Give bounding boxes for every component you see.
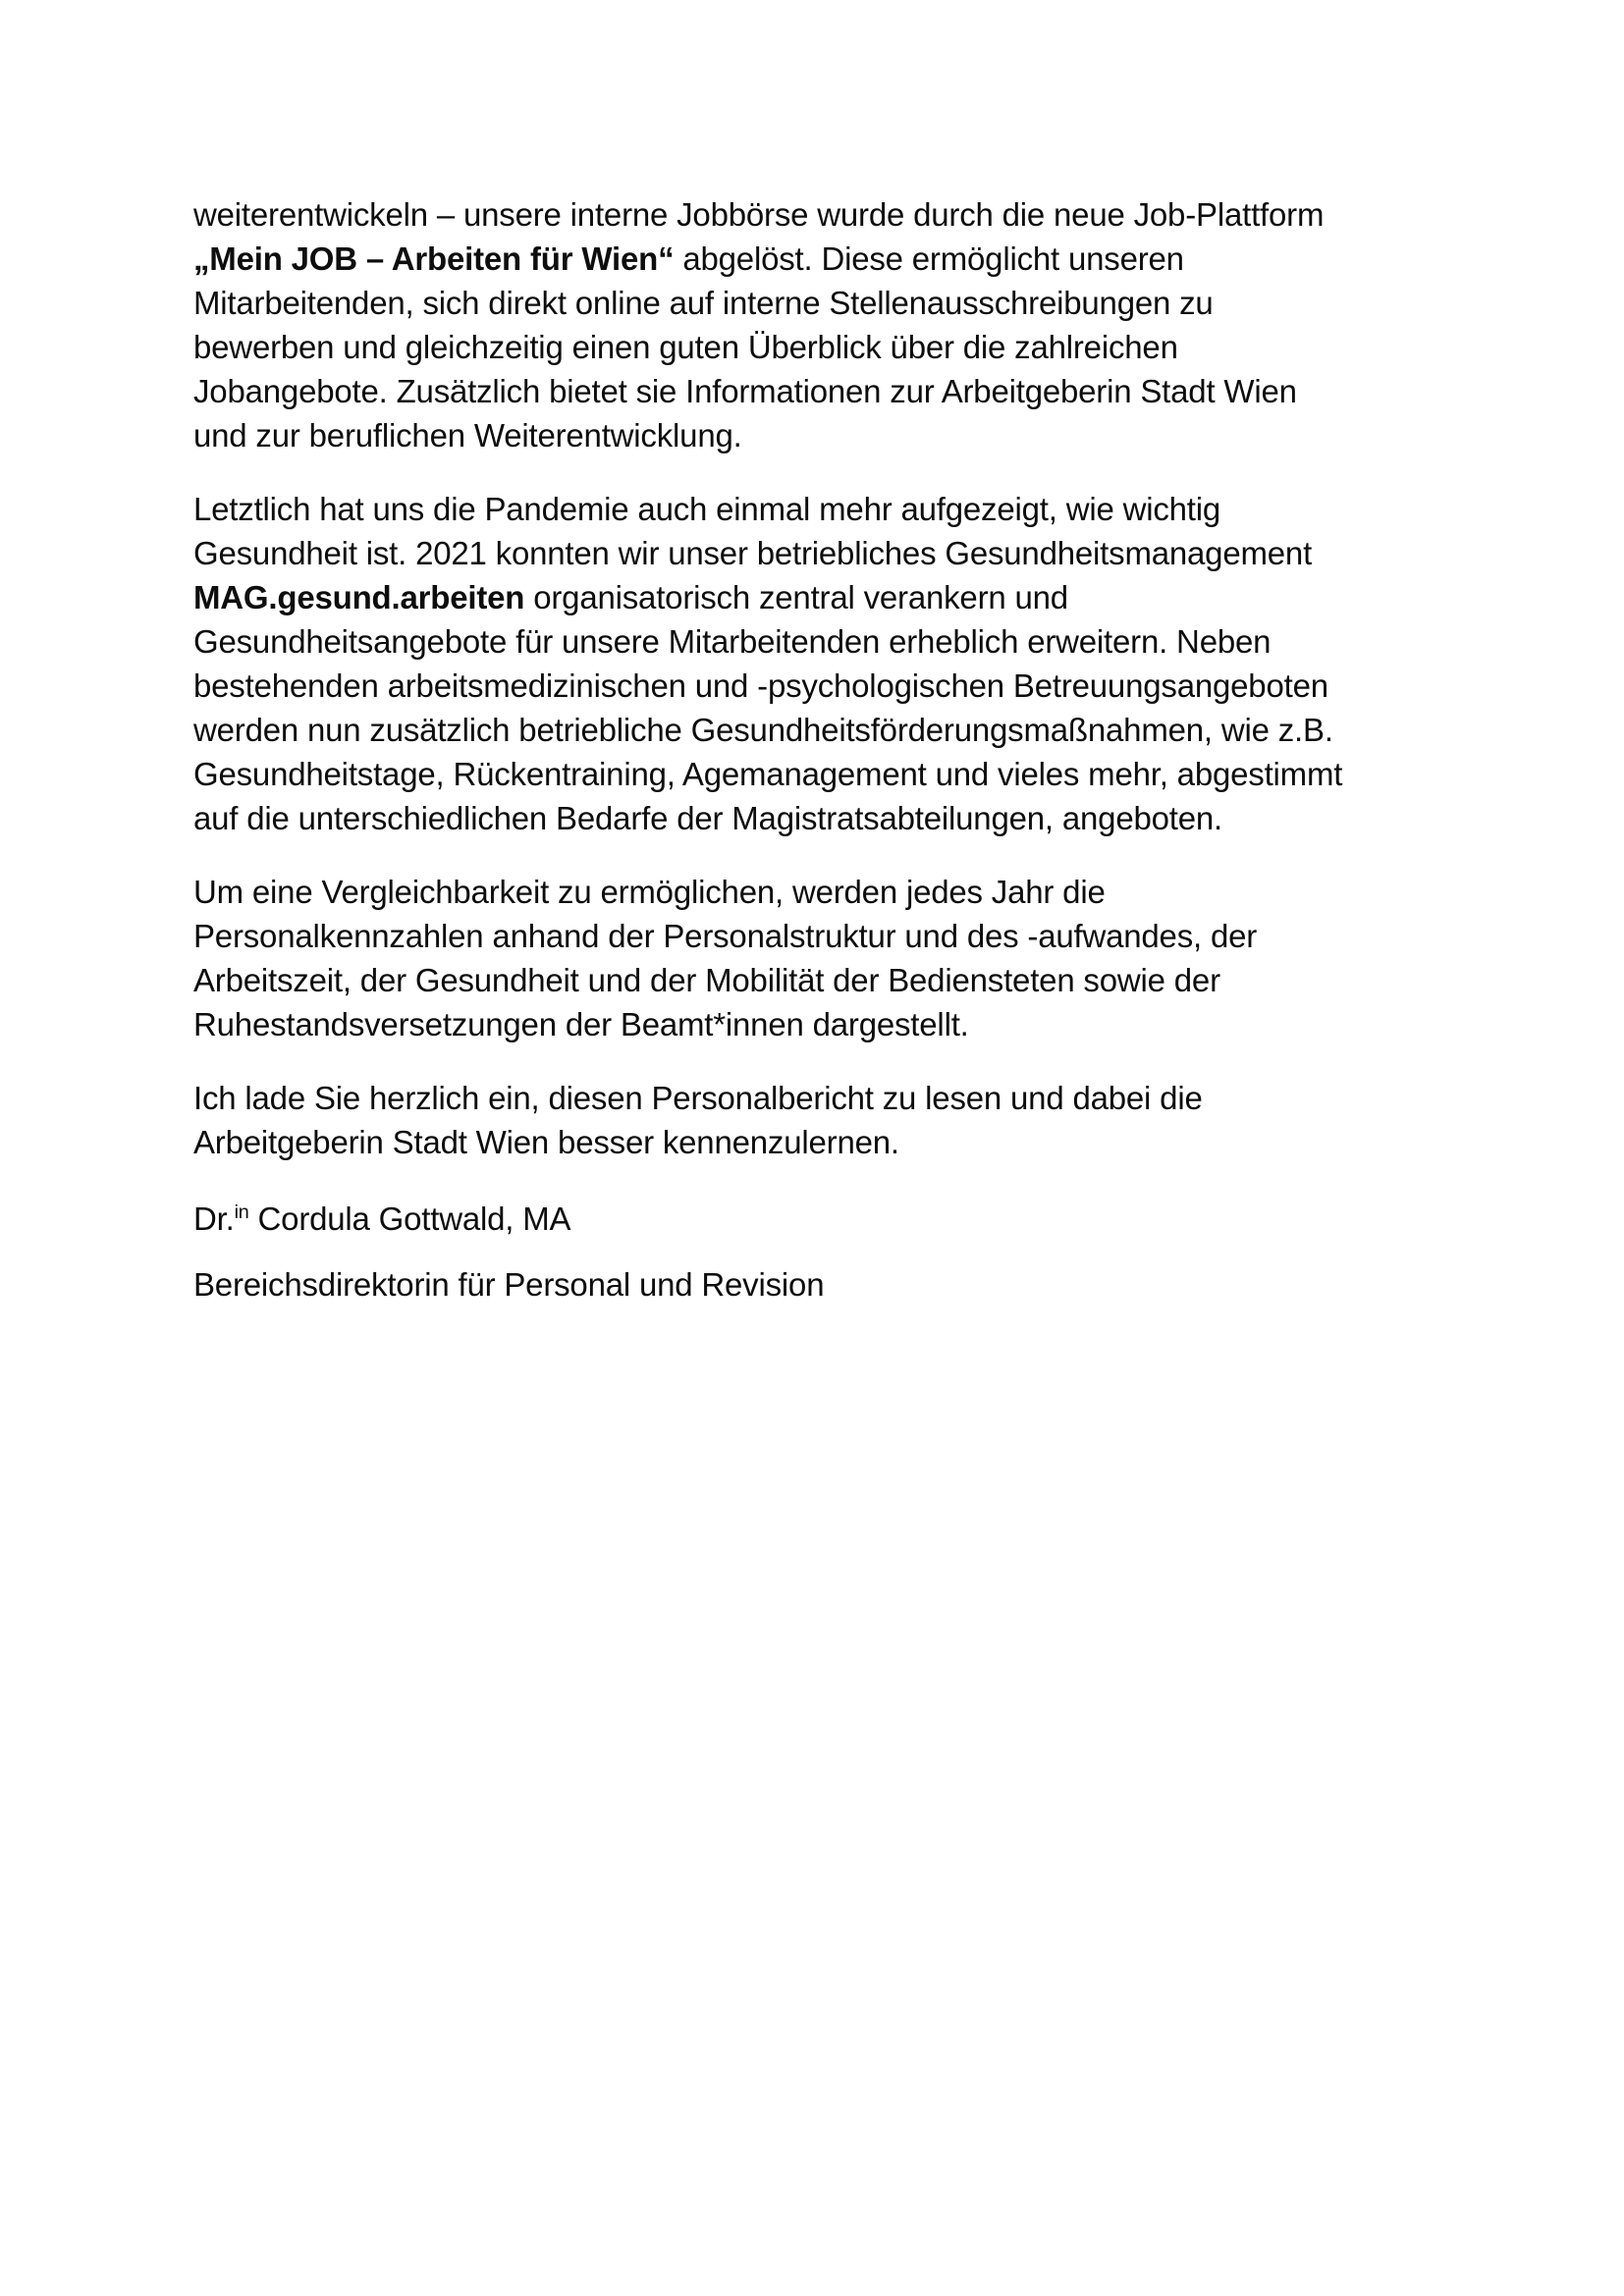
text-segment: Ich lade Sie herzlich ein, diesen Personalbericht zu lesen und dabei die (193, 1080, 1203, 1116)
paragraph (193, 487, 1440, 840)
letter-body (193, 192, 1440, 1164)
text-segment: Personalkennzahlen anhand der Personalstruktur und des -aufwandes, der (193, 918, 1258, 954)
text-segment: Um eine Vergleichbarkeit zu ermöglichen, werden jedes Jahr die (193, 874, 1106, 910)
text-segment: organisatorisch zentral verankern und (524, 579, 1068, 615)
paragraph (193, 870, 1440, 1046)
signature-name-rest: Cordula Gottwald, MA (248, 1201, 571, 1237)
signature-name-prefix: Dr. (193, 1201, 235, 1237)
signature-name-superscript: in (234, 1201, 249, 1223)
signature-name (193, 1197, 1440, 1241)
text-segment: auf die unterschiedlichen Bedarfe der Magistratsabteilungen, angeboten. (193, 800, 1223, 836)
text-segment: abgelöst. Diese ermöglicht unseren (674, 240, 1184, 277)
text-segment: Ruhestandsversetzungen der Beamt*innen dargestellt. (193, 1006, 969, 1042)
text-segment: und zur beruflichen Weiterentwicklung. (193, 417, 742, 454)
text-segment: Jobangebote. Zusätzlich bietet sie Informationen zur Arbeitgeberin Stadt Wien (193, 373, 1297, 409)
text-segment: Letztlich hat uns die Pandemie auch einmal mehr aufgezeigt, wie wichtig (193, 491, 1221, 527)
text-segment: bewerben und gleichzeitig einen guten Überblick über die zahlreichen (193, 329, 1178, 365)
paragraph (193, 192, 1440, 457)
text-segment: werden nun zusätzlich betriebliche Gesundheitsförderungsmaßnahmen, wie z.B. (193, 712, 1333, 748)
text-segment: Gesundheitsangebote für unsere Mitarbeitenden erheblich erweitern. Neben (193, 623, 1272, 660)
bold-text-segment: MAG.gesund.arbeiten (193, 579, 525, 615)
text-segment: Mitarbeitenden, sich direkt online auf interne Stellenausschreibungen zu (193, 285, 1214, 321)
text-segment: Gesundheit ist. 2021 konnten wir unser betriebliches Gesundheitsmanagement (193, 535, 1313, 571)
signature-role: Bereichsdirektorin für Personal und Revision (193, 1266, 825, 1303)
text-segment: bestehenden arbeitsmedizinischen und -psychologischen Betreuungsangeboten (193, 667, 1328, 704)
paragraph (193, 1076, 1440, 1164)
text-segment: Arbeitszeit, der Gesundheit und der Mobilität der Bediensteten sowie der (193, 962, 1220, 998)
text-segment: weiterentwickeln – unsere interne Jobbörse wurde durch die neue Job-Plattform (193, 196, 1325, 233)
bold-text-segment: „Mein JOB – Arbeiten für Wien“ (193, 240, 675, 277)
text-segment: Arbeitgeberin Stadt Wien besser kennenzulernen. (193, 1124, 899, 1160)
text-segment: Gesundheitstage, Rückentraining, Agemanagement und vieles mehr, abgestimmt (193, 756, 1343, 792)
letter-content (193, 192, 1440, 1307)
